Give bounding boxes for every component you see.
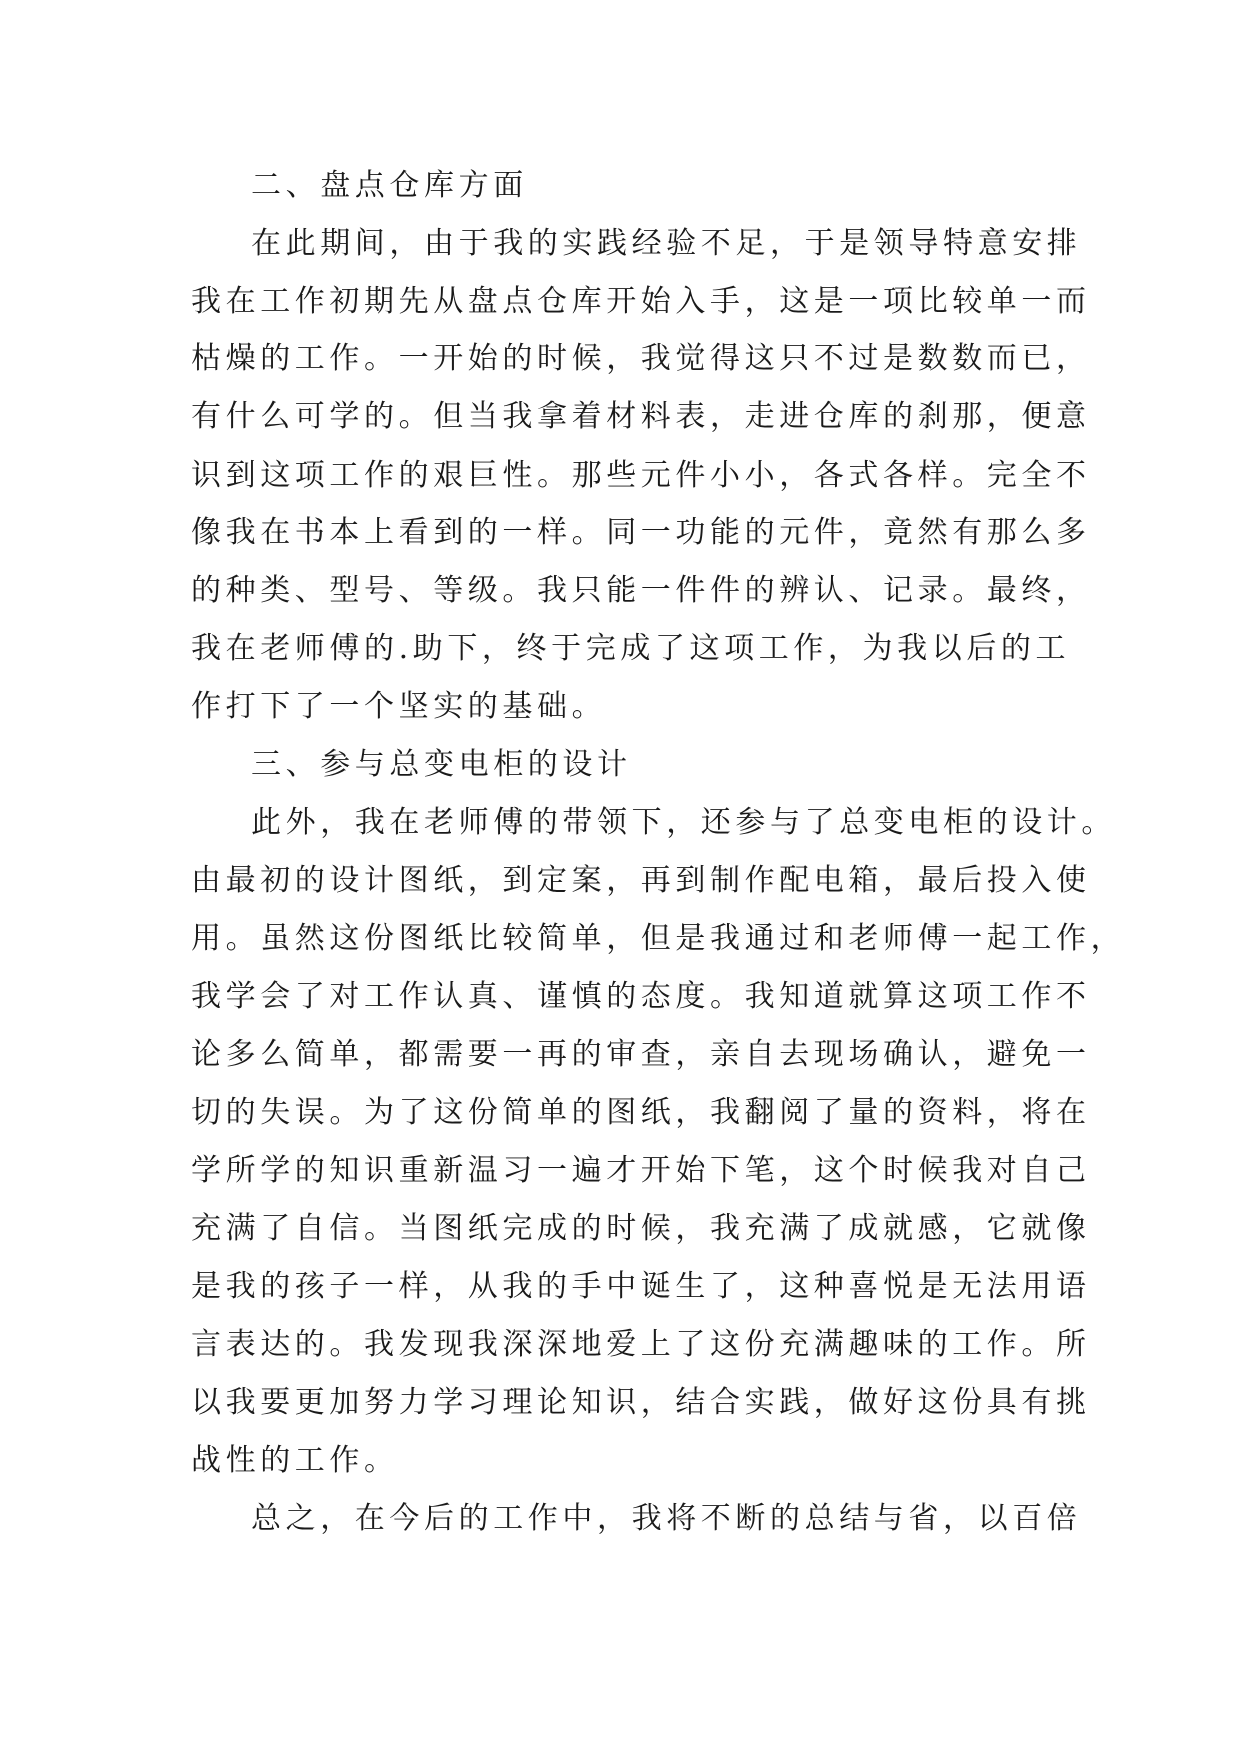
paragraph-line: 言表达的。我发现我深深地爱上了这份充满趣味的工作。所 <box>191 1327 1091 1362</box>
paragraph-line: 总之，在今后的工作中，我将不断的总结与省，以百倍 <box>251 1501 1082 1536</box>
paragraph-line: 战性的工作。 <box>191 1443 399 1478</box>
paragraph-line: 的种类、型号、等级。我只能一件件的辨认、记录。最终， <box>191 573 1091 608</box>
paragraph-line: 用。虽然这份图纸比较简单，但是我通过和老师傅一起工作， <box>191 921 1126 956</box>
paragraph-line: 有什么可学的。但当我拿着材料表，走进仓库的刹那，便意 <box>191 399 1091 434</box>
paragraph-line: 枯燥的工作。一开始的时候，我觉得这只不过是数数而已， <box>191 341 1091 376</box>
paragraph-line: 充满了自信。当图纸完成的时候，我充满了成就感，它就像 <box>191 1211 1091 1246</box>
paragraph-line: 我学会了对工作认真、谨慎的态度。我知道就算这项工作不 <box>191 979 1091 1014</box>
paragraph-line: 在此期间，由于我的实践经验不足，于是领导特意安排 <box>251 226 1082 261</box>
paragraph-line: 识到这项工作的艰巨性。那些元件小小，各式各样。完全不 <box>191 458 1091 493</box>
paragraph-line: 学所学的知识重新温习一遍才开始下笔，这个时候我对自己 <box>191 1153 1091 1188</box>
paragraph-line: 以我要更加努力学习理论知识，结合实践，做好这份具有挑 <box>191 1385 1091 1420</box>
section-heading-inventory: 二、盘点仓库方面 <box>251 168 528 203</box>
paragraph-line: 像我在书本上看到的一样。同一功能的元件，竟然有那么多 <box>191 515 1091 550</box>
section-heading-design: 三、参与总变电柜的设计 <box>251 747 632 782</box>
paragraph-line: 切的失误。为了这份简单的图纸，我翻阅了量的资料，将在 <box>191 1095 1091 1130</box>
paragraph-line: 由最初的设计图纸，到定案，再到制作配电箱，最后投入使 <box>191 863 1091 898</box>
paragraph-line: 作打下了一个坚实的基础。 <box>191 689 607 724</box>
paragraph-line: 我在老师傅的.助下，终于完成了这项工作，为我以后的工 <box>191 631 1071 666</box>
paragraph-line: 论多么简单，都需要一再的审查，亲自去现场确认，避免一 <box>191 1037 1091 1072</box>
paragraph-line: 我在工作初期先从盘点仓库开始入手，这是一项比较单一而 <box>191 284 1091 319</box>
paragraph-line: 是我的孩子一样，从我的手中诞生了，这种喜悦是无法用语 <box>191 1269 1091 1304</box>
paragraph-line: 此外，我在老师傅的带领下，还参与了总变电柜的设计。 <box>251 805 1116 840</box>
